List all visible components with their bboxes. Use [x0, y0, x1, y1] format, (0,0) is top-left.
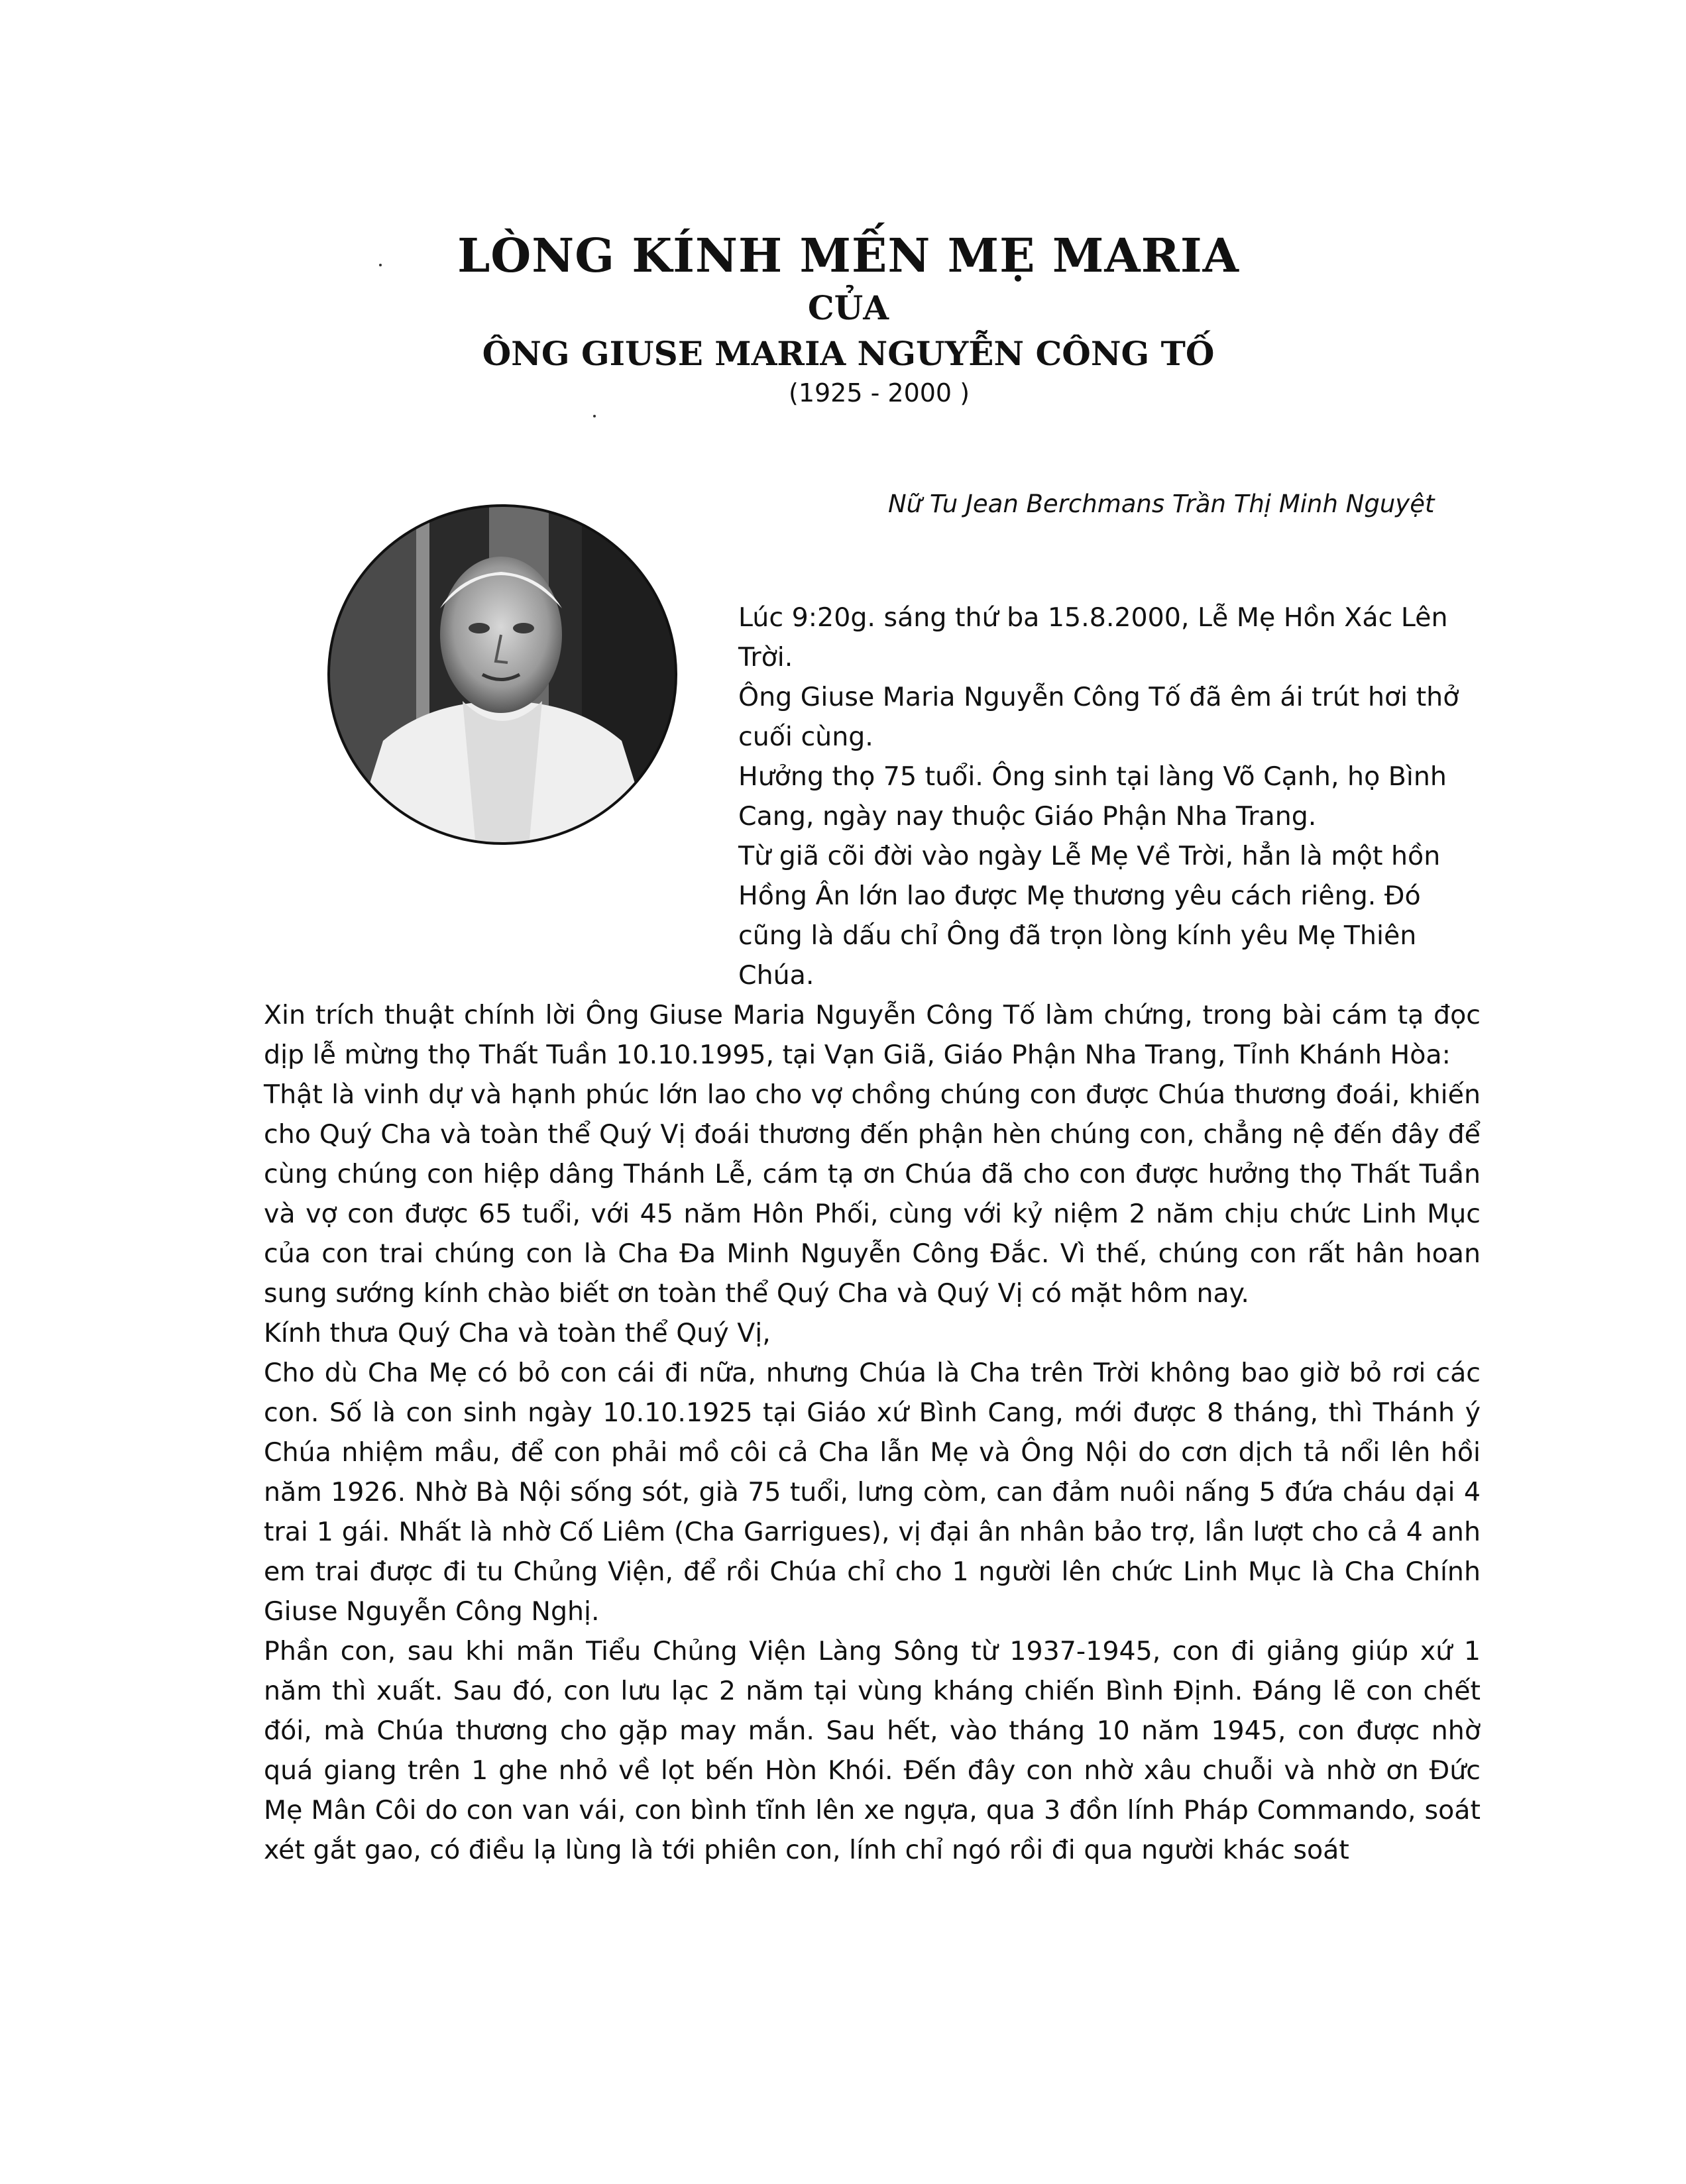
life-years: (1925 - 2000 ) — [789, 378, 970, 408]
body-paragraph: Cho dù Cha Mẹ có bỏ con cái đi nữa, nhưng Chúa là Cha trên Trời không bao giờ bỏ rơi các con. Số là con sinh ngày 10.10.1925 tại Giáo xứ Bình Cang, mới được 8 tháng, thì Thánh ý Chúa nhiệm mầu, để con phải mồ côi cả Cha lẫn Mẹ và Ông Nội do cơn dịch tả nổi lên hồi năm 1926. Nhờ Bà Nội sống sót, già 75 tuổi, lưng còm, can đảm nuôi nấng 5 đứa cháu dại 4 trai 1 gái. Nhất là nhờ Cố Liêm (Cha Garrigues), vị đại ân nhân bảo trợ, lần lượt cho cả 4 anh em trai được đi tu Chủng Viện, để rồi Chúa chỉ cho 1 người lên chức Linh Mục là Cha Chính Giuse Nguyễn Công Nghị. — [264, 1358, 1481, 1627]
body-section — [264, 995, 1481, 1870]
intro-paragraph: Hưởng thọ 75 tuổi. Ông sinh tại làng Võ Cạnh, họ Bình Cang, ngày nay thuộc Giáo Phận Nha Trang. — [738, 761, 1447, 832]
body-paragraph: Xin trích thuật chính lời Ông Giuse Maria Nguyễn Công Tố làm chứng, trong bài cám tạ đọc dịp lễ mừng thọ Thất Tuần 10.10.1995, tại Vạn Giã, Giáo Phận Nha Trang, Tỉnh Khánh Hòa: — [264, 1000, 1481, 1070]
body-paragraph: Phần con, sau khi mãn Tiểu Chủng Viện Làng Sông từ 1937-1945, con đi giảng giúp xứ 1 năm thì xuất. Sau đó, con lưu lạc 2 năm tại vùng kháng chiến Bình Định. Đáng lẽ con chết đói, mà Chúa thương cho gặp may mắn. Sau hết, vào tháng 10 năm 1945, con được nhờ quá giang trên 1 ghe nhỏ về lọt bến Hòn Khói. Đến đây con nhờ xâu chuỗi và nhờ ơn Đức Mẹ Mân Côi do con van vái, con bình tĩnh lên xe ngựa, qua 3 đồn lính Pháp Commando, soát xét gắt gao, có điều lạ lùng là tới phiên con, lính chỉ ngó rồi đi qua người khác soát — [264, 1636, 1481, 1865]
body-paragraph: Thật là vinh dự và hạnh phúc lớn lao cho vợ chồng chúng con được Chúa thương đoái, khiến cho Quý Cha và toàn thể Quý Vị đoái thương đến phận hèn chúng con, chẳng nệ đến đây để cùng chúng con hiệp dâng Thánh Lễ, cám tạ ơn Chúa đã cho con được hưởng thọ Thất Tuần và vợ con được 65 tuổi, với 45 năm Hôn Phối, cùng với kỷ niệm 2 năm chịu chức Linh Mục của con trai chúng con là Cha Đa Minh Nguyễn Công Đắc. Vì thế, chúng con rất hân hoan sung sướng kính chào biết ơn toàn thể Quý Cha và Quý Vị có mặt hôm nay. — [264, 1079, 1481, 1309]
title-block — [371, 225, 1325, 378]
portrait-photo — [323, 502, 681, 847]
title-line-2: CỦA — [807, 288, 889, 327]
intro-section — [738, 598, 1481, 995]
intro-paragraph: Ông Giuse Maria Nguyễn Công Tố đã êm ái trút hơi thở cuối cùng. — [738, 682, 1459, 752]
body-paragraph: Kính thưa Quý Cha và toàn thể Quý Vị, — [264, 1318, 771, 1348]
intro-paragraph: Từ giã cõi đời vào ngày Lễ Mẹ Về Trời, hẳn là một hồn Hồng Ân lớn lao được Mẹ thương yêu cách riêng. Đó cũng là dấu chỉ Ông đã trọn lòng kính yêu Mẹ Thiên Chúa. — [738, 841, 1441, 991]
title-line-3: ÔNG GIUSE MARIA NGUYỄN CÔNG TỐ — [482, 334, 1215, 373]
scan-speck — [593, 415, 596, 417]
author-byline: Nữ Tu Jean Berchmans Trần Thị Minh Nguyệt — [888, 490, 1435, 518]
title-line-1: LÒNG KÍNH MẾN MẸ MARIA — [457, 228, 1239, 283]
intro-paragraph: Lúc 9:20g. sáng thứ ba 15.8.2000, Lễ Mẹ Hồn Xác Lên Trời. — [738, 602, 1448, 673]
